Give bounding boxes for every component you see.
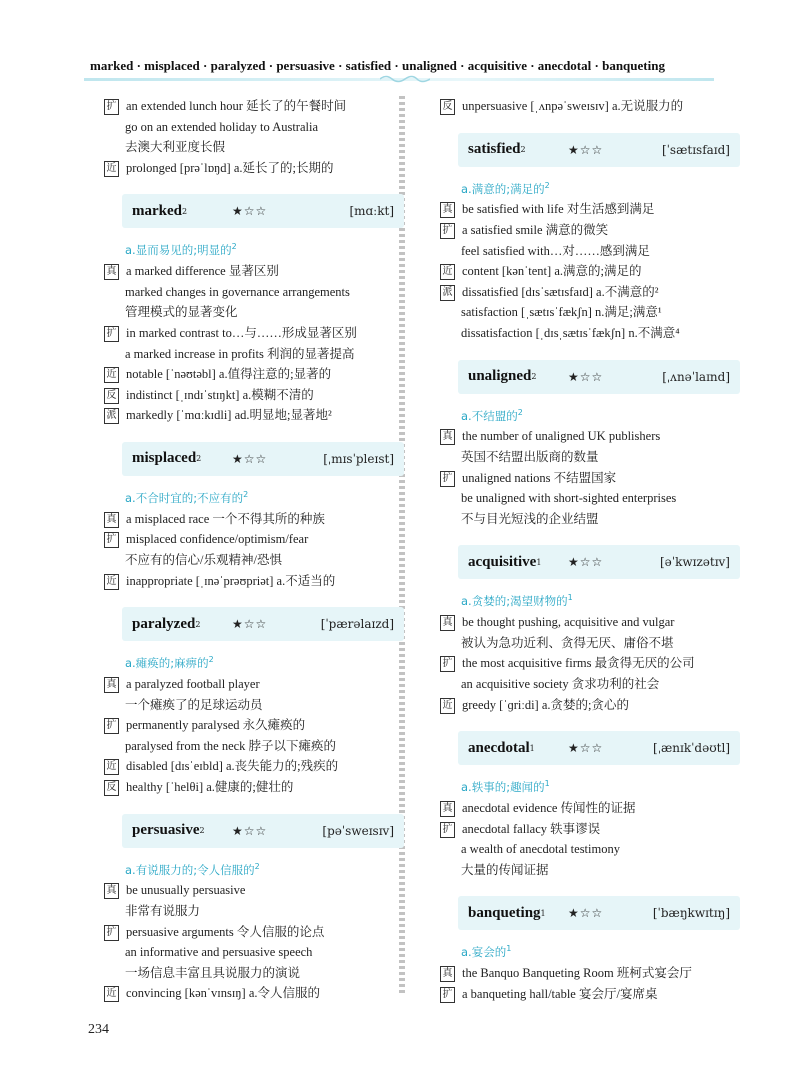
entry-text: 去澳大利亚度长假 (125, 140, 226, 155)
entry-line (440, 323, 740, 344)
label-tag: 扩 (440, 987, 455, 1003)
headword: persuasive (132, 822, 200, 839)
label-tag: 派 (104, 408, 119, 424)
entry-text: 一个瘫痪了的足球运动员 (125, 697, 263, 712)
entry-line (104, 736, 404, 757)
sense-text: a.有说服力的;令人信服的 (125, 862, 255, 877)
entry-text: permanently paralysed 永久瘫痪的 (126, 718, 306, 733)
sense-definition (440, 587, 740, 612)
headword-frequency: 2 (520, 145, 526, 155)
headword-frequency: 1 (536, 557, 542, 567)
sense-definition (440, 402, 740, 427)
entry-line (104, 674, 404, 695)
entry-text: the most acquisitive firms 最贪得无厌的公司 (462, 656, 695, 671)
entry-text: prolonged [prəˈlɒŋd] a.延长了的;长期的 (126, 160, 334, 175)
sense-definition (440, 175, 740, 200)
label-tag: 近 (104, 367, 119, 383)
difficulty-stars: ★☆☆ (568, 906, 604, 921)
entry-line (104, 261, 404, 282)
headword: misplaced (132, 450, 197, 467)
entry-line (104, 983, 404, 1004)
headword-frequency: 1 (540, 908, 546, 918)
label-tag: 派 (440, 285, 455, 301)
label-tag: 扩 (440, 223, 455, 239)
label-tag: 真 (440, 429, 455, 445)
label-tag: 真 (104, 264, 119, 280)
entry-text: persuasive arguments 令人信服的论点 (126, 924, 325, 939)
label-tag: 扩 (440, 822, 455, 838)
entry-text: a marked difference 显著区别 (126, 264, 279, 279)
entry-line (440, 282, 740, 303)
entry-line (440, 468, 740, 489)
difficulty-stars: ★☆☆ (568, 142, 604, 157)
phonetic: [ˈbæŋkwɪtɪŋ] (652, 906, 730, 921)
sense-frequency: 2 (254, 861, 260, 871)
label-tag: 近 (440, 698, 455, 714)
entry-line (440, 220, 740, 241)
difficulty-stars: ★☆☆ (232, 617, 268, 632)
entry-text: 管理模式的显著变化 (125, 305, 238, 320)
headword-box (458, 731, 740, 765)
headword-box (458, 360, 740, 394)
label-tag: 扩 (104, 925, 119, 941)
headword-box (122, 814, 404, 848)
entry-line (104, 385, 404, 406)
difficulty-stars: ★☆☆ (568, 741, 604, 756)
entry-line (440, 963, 740, 984)
label-tag: 真 (440, 202, 455, 218)
entry-line (440, 447, 740, 468)
entry-text: the Banquo Banqueting Room 班柯式宴会厅 (462, 966, 692, 981)
sense-text: a.不合时宜的;不应有的 (125, 490, 244, 505)
entry-text: unpersuasive [ˌʌnpəˈsweɪsɪv] a.无说服力的 (462, 99, 684, 113)
difficulty-stars: ★☆☆ (232, 204, 268, 219)
entry-line (440, 984, 740, 1005)
label-tag: 真 (440, 801, 455, 817)
entry-text: 被认为急功近利、贪得无厌、庸俗不堪 (461, 635, 674, 650)
phonetic: [əˈkwɪzətɪv] (659, 555, 730, 570)
difficulty-stars: ★☆☆ (568, 369, 604, 384)
headword-frequency: 2 (196, 454, 202, 464)
entry-line (104, 364, 404, 385)
entry-line (440, 426, 740, 447)
phonetic: [ˌmɪsˈpleɪst] (323, 451, 394, 466)
entry-line (104, 137, 404, 158)
label-tag: 真 (440, 966, 455, 982)
sense-frequency: 2 (208, 655, 214, 665)
entry-line (440, 860, 740, 881)
entry-line (440, 839, 740, 860)
entry-line (440, 261, 740, 282)
entry-line (104, 529, 404, 550)
label-tag: 真 (440, 615, 455, 631)
entry-text: feel satisfied with…对……感到满足 (461, 243, 650, 258)
label-tag: 近 (104, 161, 119, 177)
entry-line (104, 302, 404, 323)
entry-text: 不与目光短浅的企业结盟 (461, 511, 599, 526)
entry-text: a marked increase in profits 利润的显著提高 (125, 346, 355, 361)
headword-box (458, 545, 740, 579)
entry-line (440, 96, 740, 117)
label-tag: 扩 (104, 532, 119, 548)
entry-text: an acquisitive society 贪求功利的社会 (461, 676, 660, 691)
entry-text: a satisfied smile 满意的微笑 (462, 223, 609, 238)
entry-line (104, 695, 404, 716)
sense-frequency: 1 (544, 779, 550, 789)
entry-line (104, 756, 404, 777)
right-column (440, 96, 740, 1004)
entry-line (440, 653, 740, 674)
headword: paralyzed (132, 615, 196, 632)
sense-text: a.满意的;满足的 (461, 181, 545, 196)
label-tag: 近 (104, 986, 119, 1002)
entry-text: in marked contrast to…与……形成显著区别 (126, 325, 357, 340)
entry-line (440, 819, 740, 840)
label-tag: 反 (440, 99, 455, 115)
entry-text: satisfaction [ˌsætɪsˈfækʃn] n.满足;满意¹ (461, 305, 662, 320)
entry-line (104, 344, 404, 365)
headword: banqueting (468, 904, 541, 921)
headword-frequency: 1 (529, 743, 535, 753)
entry-line (440, 488, 740, 509)
entry-line (440, 509, 740, 530)
entry-text: 大量的传闻证据 (461, 862, 549, 877)
entry-line (104, 282, 404, 303)
difficulty-stars: ★☆☆ (568, 555, 604, 570)
entry-text: markedly [ˈmɑːkɪdli] ad.明显地;显著地² (126, 408, 332, 423)
label-tag: 反 (104, 388, 119, 404)
sense-definition (104, 649, 404, 674)
entry-text: indistinct [ˌɪndɪˈstɪŋkt] a.模糊不清的 (126, 387, 314, 402)
sense-frequency: 1 (506, 944, 512, 954)
entry-text: a misplaced race 一个不得其所的种族 (126, 511, 325, 526)
sense-frequency: 1 (567, 593, 573, 603)
label-tag: 扩 (440, 471, 455, 487)
entry-text: be unaligned with short-sighted enterprises (461, 491, 677, 506)
entry-line (104, 963, 404, 984)
entry-text: paralysed from the neck 脖子以下瘫痪的 (125, 738, 337, 753)
phonetic: [mɑːkt] (349, 204, 394, 219)
entry-text: dissatisfied [dɪsˈsætɪsfaɪd] a.不满意的² (462, 284, 659, 299)
sense-text: a.不结盟的 (461, 408, 518, 423)
entry-line (104, 942, 404, 963)
entry-text: be unusually persuasive (126, 883, 246, 898)
entry-line (104, 571, 404, 592)
sense-text: a.显而易见的;明显的 (125, 243, 232, 258)
entry-text: unaligned nations 不结盟国家 (462, 470, 617, 485)
entry-text: greedy [ˈɡriːdi] a.贪婪的;贪心的 (462, 697, 629, 712)
entry-line (104, 323, 404, 344)
headword-frequency: 2 (182, 206, 188, 216)
entry-line (104, 777, 404, 798)
entry-text: an informative and persuasive speech (125, 945, 313, 960)
entry-text: a banqueting hall/table 宴会厅/宴席桌 (462, 986, 658, 1001)
sense-frequency: 2 (231, 242, 237, 252)
entry-text: notable [ˈnəʊtəbl] a.值得注意的;显著的 (126, 367, 332, 382)
entry-text: anecdotal evidence 传闻性的证据 (462, 801, 636, 815)
sense-text: a.轶事的;趣闻的 (461, 780, 545, 794)
headword-box (458, 896, 740, 930)
sense-text: a.贪婪的;渴望财物的 (461, 594, 568, 609)
sense-frequency: 2 (243, 489, 249, 499)
label-tag: 扩 (440, 656, 455, 672)
entry-line (440, 241, 740, 262)
headword-frequency: 2 (531, 372, 537, 382)
header-wave-ornament (380, 74, 430, 84)
running-header: marked · misplaced · paralyzed · persuasive · satisfied · unaligned · acquisitive · anecdotal · banqueting (90, 58, 665, 73)
label-tag: 近 (440, 264, 455, 280)
entry-line (440, 302, 740, 323)
sense-definition (104, 484, 404, 509)
headword-box (122, 607, 404, 641)
entry-text: convincing [kənˈvɪnsɪŋ] a.令人信服的 (126, 986, 320, 1001)
sense-text: a.瘫痪的;麻痹的 (125, 655, 209, 670)
entry-line (104, 901, 404, 922)
headword-box (458, 133, 740, 167)
headword: unaligned (468, 368, 532, 385)
entry-line (440, 612, 740, 633)
entry-text: a paralyzed football player (126, 676, 260, 691)
headword: satisfied (468, 141, 521, 158)
headword-box (122, 442, 404, 476)
entry-line (440, 199, 740, 220)
label-tag: 真 (104, 512, 119, 528)
entry-line (104, 405, 404, 426)
entry-line (440, 674, 740, 695)
sense-definition (104, 236, 404, 261)
difficulty-stars: ★☆☆ (232, 451, 268, 466)
headword: anecdotal (468, 739, 530, 756)
sense-frequency: 2 (517, 407, 523, 417)
entry-line (440, 633, 740, 654)
difficulty-stars: ★☆☆ (232, 823, 268, 838)
entry-line (440, 695, 740, 716)
entry-text: healthy [ˈhelθi] a.健康的;健壮的 (126, 779, 294, 794)
sense-text: a.宴会的 (461, 945, 507, 960)
entry-line (104, 880, 404, 901)
label-tag: 扩 (104, 99, 119, 115)
entry-line (104, 550, 404, 571)
entry-text: the number of unaligned UK publishers (462, 429, 661, 444)
label-tag: 真 (104, 677, 119, 693)
entry-text: 一场信息丰富且具说服力的演说 (125, 965, 301, 980)
phonetic: [ˌænɪkˈdəʊtl] (653, 741, 730, 756)
entry-line (104, 158, 404, 179)
entry-text: dissatisfaction [ˌdɪsˌsætɪsˈfækʃn] n.不满意⁴ (461, 325, 680, 340)
entry-line (440, 798, 740, 819)
entry-line (104, 96, 404, 117)
label-tag: 扩 (104, 718, 119, 734)
entry-text: a wealth of anecdotal testimony (461, 842, 620, 857)
phonetic: [ˈpærəlaɪzd] (320, 617, 394, 632)
entry-line (104, 715, 404, 736)
entry-line (104, 922, 404, 943)
headword-frequency: 2 (199, 826, 205, 836)
entry-text: misplaced confidence/optimism/fear (126, 532, 309, 547)
sense-frequency: 2 (544, 180, 550, 190)
entry-line (104, 509, 404, 530)
entry-text: 非常有说服力 (125, 903, 201, 918)
phonetic: [ˌʌnəˈlaɪnd] (662, 369, 730, 384)
headword-box (122, 194, 404, 228)
phonetic: [pəˈsweɪsɪv] (322, 823, 394, 838)
headword-frequency: 2 (195, 619, 201, 629)
label-tag: 真 (104, 883, 119, 899)
page-number: 234 (88, 1022, 109, 1037)
label-tag: 近 (104, 574, 119, 590)
sense-definition (440, 773, 740, 798)
entry-text: disabled [dɪsˈeɪbld] a.丧失能力的;残疾的 (126, 759, 339, 774)
entry-text: be thought pushing, acquisitive and vulgar (462, 615, 675, 630)
label-tag: 反 (104, 780, 119, 796)
headword: acquisitive (468, 553, 537, 570)
entry-text: anecdotal fallacy 轶事谬误 (462, 821, 601, 836)
entry-text: an extended lunch hour 延长了的午餐时间 (126, 99, 347, 113)
entry-text: inappropriate [ˌɪnəˈprəʊpriət] a.不适当的 (126, 573, 336, 588)
entry-text: be satisfied with life 对生活感到满足 (462, 202, 655, 217)
label-tag: 扩 (104, 326, 119, 342)
entry-text: marked changes in governance arrangements (125, 284, 350, 299)
sense-definition (104, 856, 404, 881)
entry-line (104, 117, 404, 138)
sense-definition (440, 938, 740, 963)
headword: marked (132, 202, 182, 219)
left-column (104, 96, 404, 1004)
entry-text: go on an extended holiday to Australia (125, 119, 319, 134)
phonetic: [ˈsætɪsfaɪd] (661, 142, 730, 157)
label-tag: 近 (104, 759, 119, 775)
entry-text: content [kənˈtent] a.满意的;满足的 (462, 264, 642, 279)
entry-text: 英国不结盟出版商的数量 (461, 450, 599, 464)
entry-text: 不应有的信心/乐观精神/恐惧 (125, 552, 282, 567)
